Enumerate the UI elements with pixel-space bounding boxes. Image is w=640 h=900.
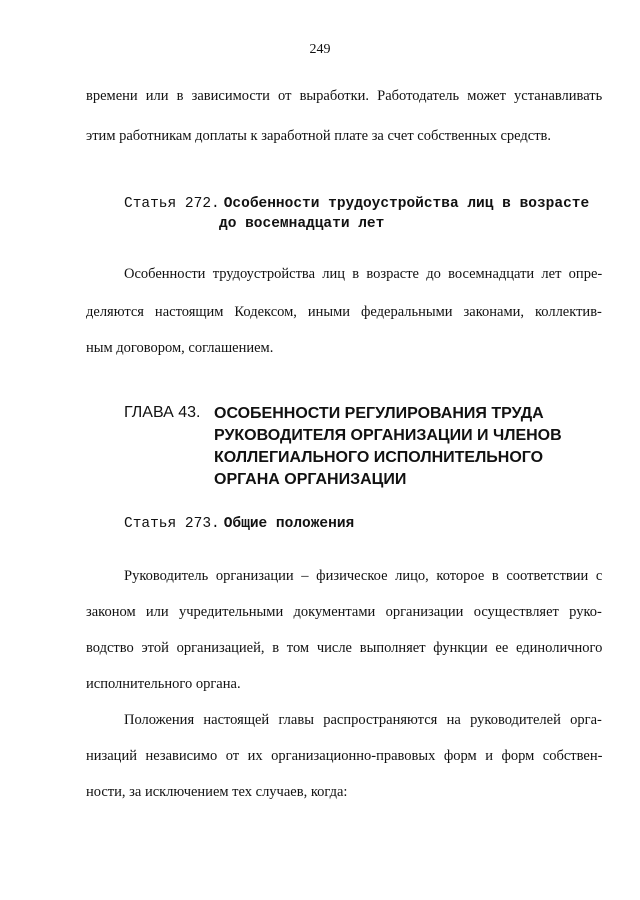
article-label: Статья 273. [124,516,220,532]
chapter-title-line: РУКОВОДИТЕЛЯ ОРГАНИЗАЦИИ И ЧЛЕНОВ [214,427,562,444]
chapter-title-line: КОЛЛЕГИАЛЬНОГО ИСПОЛНИТЕЛЬНОГО [214,449,544,466]
article-label: Статья 272. [124,196,220,212]
paragraph-line: Руководитель организации – физическое лицо, которое в соответствии с [124,568,603,584]
article-title-line: до восемнадцати лет [219,216,385,232]
paragraph-line: Положения настоящей главы распространяются на руководителей орга- [124,712,602,728]
paragraph-line: водство этой организацией, в том числе выполняет функции ее единоличного [86,640,603,656]
article-272-heading-continuation [219,214,384,232]
article-title-line: Особенности трудоустройства лиц в возрасте [223,196,590,212]
chapter-title-line: ОСОБЕННОСТИ РЕГУЛИРОВАНИЯ ТРУДА [214,405,544,422]
paragraph-line: ности, за исключением тех случаев, когда: [86,784,348,800]
article-272-heading [124,194,589,212]
paragraph-line: исполнительного органа. [86,676,241,692]
paragraph-line: ным договором, соглашением. [86,340,274,356]
paragraph-line: времени или в зависимости от выработки. Работодатель может устанавливать [86,88,603,104]
paragraph-line: Особенности трудоустройства лиц в возрасте до восемнадцати лет опре- [124,266,603,282]
chapter-title-line: ОРГАНА ОРГАНИЗАЦИИ [214,471,407,488]
chapter-43-label: ГЛАВА 43. [124,404,201,421]
chapter-43-title [214,403,614,491]
paragraph-line: низаций независимо от их организационно-правовых форм и форм собствен- [86,748,603,764]
paragraph-line: законом или учредительными документами организации осуществляет руко- [86,604,602,620]
article-title: Общие положения [223,516,355,532]
article-273-heading [124,514,354,532]
paragraph-line: деляются настоящим Кодексом, иными федеральными законами, коллектив- [86,304,602,320]
paragraph-line: этим работникам доплаты к заработной плате за счет собственных средств. [86,128,552,144]
page-number: 249 [309,42,331,57]
